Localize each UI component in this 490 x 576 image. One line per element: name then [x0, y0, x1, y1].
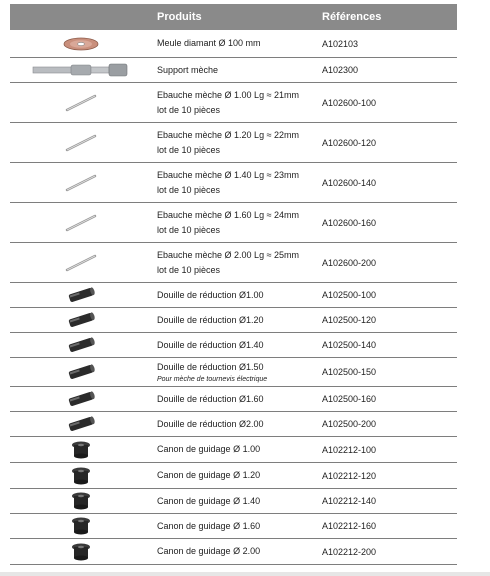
product-cell [157, 412, 264, 436]
product-cell [157, 489, 260, 513]
product-note: lot de 10 pièces [157, 144, 221, 155]
table-row [10, 463, 457, 489]
table-row [10, 83, 457, 123]
drill-holder-icon [10, 58, 152, 82]
table-body [10, 30, 457, 565]
reference-cell: A102600-160 [322, 217, 377, 228]
product-name: Douille de réduction Ø1.20 [157, 314, 264, 325]
product-cell [157, 437, 260, 462]
table-row [10, 412, 457, 437]
product-name: Douille de réduction Ø1.60 [157, 393, 264, 404]
reference-cell: A102600-100 [322, 97, 377, 108]
guide-bush-icon [10, 463, 152, 488]
reference-cell: A102600-140 [322, 177, 377, 188]
product-note: lot de 10 pièces [157, 184, 221, 195]
product-cell [157, 123, 299, 162]
reference-cell: A102212-120 [322, 470, 377, 481]
product-cell [157, 163, 299, 202]
product-table [10, 4, 457, 565]
product-cell [157, 243, 299, 282]
product-note: lot de 10 pièces [157, 264, 221, 275]
table-row [10, 123, 457, 163]
product-note: Pour mèche de tournevis électrique [157, 376, 268, 383]
header-references: Références [322, 11, 382, 23]
table-row [10, 358, 457, 387]
product-name: Douille de réduction Ø1.00 [157, 289, 264, 300]
reference-cell: A102600-200 [322, 257, 377, 268]
product-cell [157, 203, 299, 242]
product-name: Canon de guidage Ø 1.00 [157, 444, 261, 454]
table-row [10, 243, 457, 283]
product-name: Ebauche mèche Ø 1.20 Lg ≈ 22mm [157, 129, 300, 140]
table-row [10, 387, 457, 412]
table-row [10, 30, 457, 58]
product-name: Douille de réduction Ø1.40 [157, 339, 264, 350]
grinding-disc-icon [10, 30, 152, 57]
reference-cell: A102212-140 [322, 496, 377, 506]
reducer-sleeve-icon [10, 387, 152, 411]
header-products: Produits [157, 11, 202, 23]
reference-cell: A102600-120 [322, 137, 377, 148]
product-name: Support mèche [157, 64, 219, 75]
product-name: Ebauche mèche Ø 1.60 Lg ≈ 24mm [157, 209, 300, 220]
product-note: lot de 10 pièces [157, 224, 221, 235]
product-cell [157, 463, 260, 488]
product-cell [157, 514, 260, 538]
bit-blank-icon [10, 243, 152, 282]
table-row [10, 283, 457, 308]
reducer-sleeve-icon [10, 333, 152, 357]
product-cell [157, 58, 218, 82]
table-row [10, 308, 457, 333]
reducer-sleeve-icon [10, 308, 152, 332]
reference-cell: A102500-120 [322, 315, 377, 325]
table-row [10, 333, 457, 358]
product-name: Canon de guidage Ø 1.60 [157, 520, 261, 531]
product-name: Canon de guidage Ø 1.20 [157, 470, 261, 480]
guide-bush-icon [10, 514, 152, 538]
product-cell [157, 30, 261, 57]
product-cell [157, 83, 299, 122]
product-cell [157, 283, 264, 307]
product-cell [157, 539, 260, 564]
reference-cell: A102103 [322, 38, 359, 49]
reference-cell: A102500-160 [322, 394, 377, 404]
guide-bush-icon [10, 489, 152, 513]
bit-blank-icon [10, 123, 152, 162]
product-cell [157, 358, 267, 386]
product-name: Douille de réduction Ø2.00 [157, 418, 264, 429]
reducer-sleeve-icon [10, 358, 152, 386]
reducer-sleeve-icon [10, 412, 152, 436]
product-name: Canon de guidage Ø 2.00 [157, 546, 261, 556]
reference-cell: A102500-150 [322, 367, 377, 377]
table-row [10, 203, 457, 243]
product-cell [157, 308, 264, 332]
product-name: Meule diamant Ø 100 mm [157, 38, 261, 48]
product-name: Douille de réduction Ø1.50 [157, 362, 264, 372]
table-row [10, 58, 457, 83]
product-name: Ebauche mèche Ø 2.00 Lg ≈ 25mm [157, 249, 300, 260]
reference-cell: A102212-100 [322, 444, 377, 455]
reference-cell: A102500-140 [322, 340, 377, 350]
reference-cell: A102212-200 [322, 546, 377, 557]
product-cell [157, 333, 264, 357]
reference-cell: A102500-100 [322, 290, 377, 300]
guide-bush-icon [10, 539, 152, 564]
reference-cell: A102212-160 [322, 521, 377, 531]
product-name: Canon de guidage Ø 1.40 [157, 495, 261, 506]
bit-blank-icon [10, 83, 152, 122]
bit-blank-icon [10, 163, 152, 202]
reference-cell: A102300 [322, 65, 359, 75]
guide-bush-icon [10, 437, 152, 462]
table-row [10, 163, 457, 203]
product-note: lot de 10 pièces [157, 104, 221, 115]
product-name: Ebauche mèche Ø 1.40 Lg ≈ 23mm [157, 169, 300, 180]
reducer-sleeve-icon [10, 283, 152, 307]
product-cell [157, 387, 264, 411]
table-row [10, 437, 457, 463]
reference-cell: A102500-200 [322, 419, 377, 429]
table-row [10, 514, 457, 539]
table-row [10, 489, 457, 514]
bit-blank-icon [10, 203, 152, 242]
table-header [10, 4, 457, 30]
table-row [10, 539, 457, 565]
bottom-divider [0, 572, 490, 576]
product-name: Ebauche mèche Ø 1.00 Lg ≈ 21mm [157, 89, 300, 100]
